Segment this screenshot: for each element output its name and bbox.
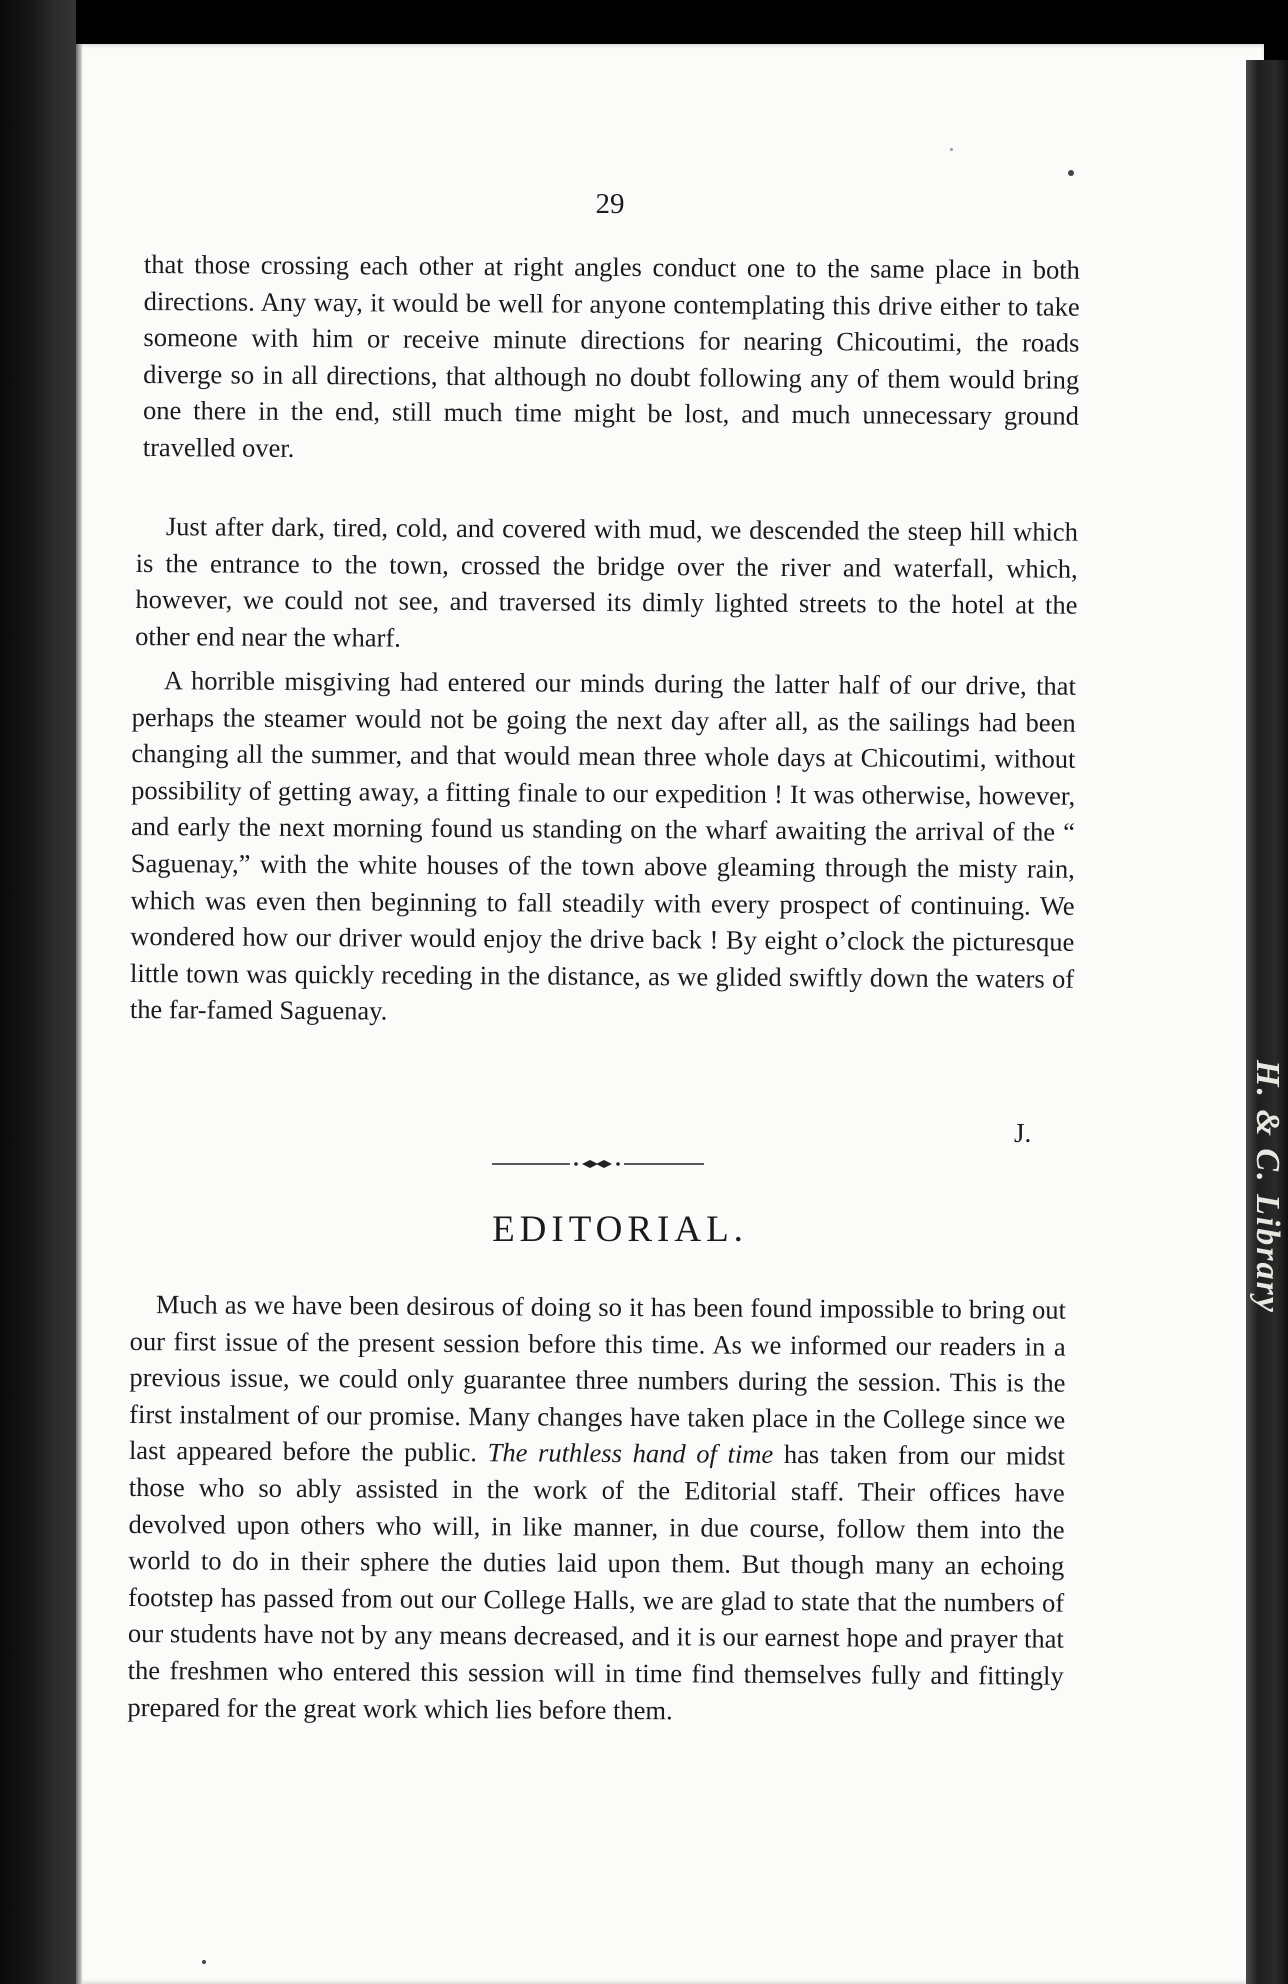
speck (1068, 170, 1074, 176)
article-signature: J. (1014, 1118, 1032, 1148)
section-title: EDITORIAL. (492, 1209, 748, 1250)
ornamental-divider (492, 1158, 704, 1170)
article-paragraph: Just after dark, tired, cold, and covered with mud, we descended the steep hill which is the entrance to the town, crossed the bridge over the river and waterfall, which, however, we could not see, and traversed its dimly lighted streets to the hotel at the other end near the wharf. (135, 511, 1078, 653)
editorial-paragraph (127, 1286, 1066, 1731)
top-shadow-band (76, 0, 1288, 46)
article-paragraph: A horrible misgiving had entered our minds during the latter half of our drive, that perhaps the steamer would not be going the next day after all, as the sailings had been changing all the summer, and that would mean three whole days at Chicoutimi, without possibility of getting away, a fitting finale to our expedition ! It was otherwise, however, and early the next morning found us standing on the wharf awaiting the arrival of the “ Saguenay,” with the white houses of the town above gleaming through the misty rain, which was even then beginning to fall steadily with every prospect of continuing. We wondered how our driver would enjoy the drive back ! By eight o’clock the picturesque little town was quickly receding in the distance, as we glided swiftly down the waters of the far-famed Saguenay. (129, 665, 1076, 1026)
speck (950, 148, 953, 151)
editorial-text: has taken from our midst those who so ably assisted in the work of the Editorial staff. Their offices have devolved upon others who will, in like manner, in due course, follow them into the world to do in their sphere the duties laid upon them. But though many an echoing footstep has passed from out our College Halls, we are glad to state that the numbers of our students have not by any means decreased, and it is our earnest hope and prayer that the freshmen who entered this session will in time find themselves fully and fittingly prepared for the great work which lies before them. (127, 1439, 1066, 1725)
article-paragraph: that those crossing each other at right angles conduct one to the same place in both directions. Any way, it would be well for anyone contemplating this drive either to take someone with him or receive minute directions for nearing Chicoutimi, the roads diverge so in all directions, that although no doubt following any of them would bring one there in the end, still much time might be lost, and much unnecessary ground travelled over. (142, 248, 1080, 463)
editorial-text: Much as we have been desirous of doing so it has been found impossible to bring out our first issue of the present session before this time. As we informed our readers in a previous issue, we could only guarantee three numbers during the session. This is the first instalment of our promise. Many changes have taken place in the College since we last appeared before the public. (128, 1289, 1066, 1468)
page-number: 29 (595, 188, 625, 220)
speck (202, 1960, 206, 1964)
spine-label: H. & C. Library (1249, 1060, 1286, 1314)
page-edge (76, 44, 82, 1984)
editorial-italic-phrase: The ruthless hand of time (487, 1437, 774, 1470)
book-spine-right (1246, 60, 1288, 1984)
